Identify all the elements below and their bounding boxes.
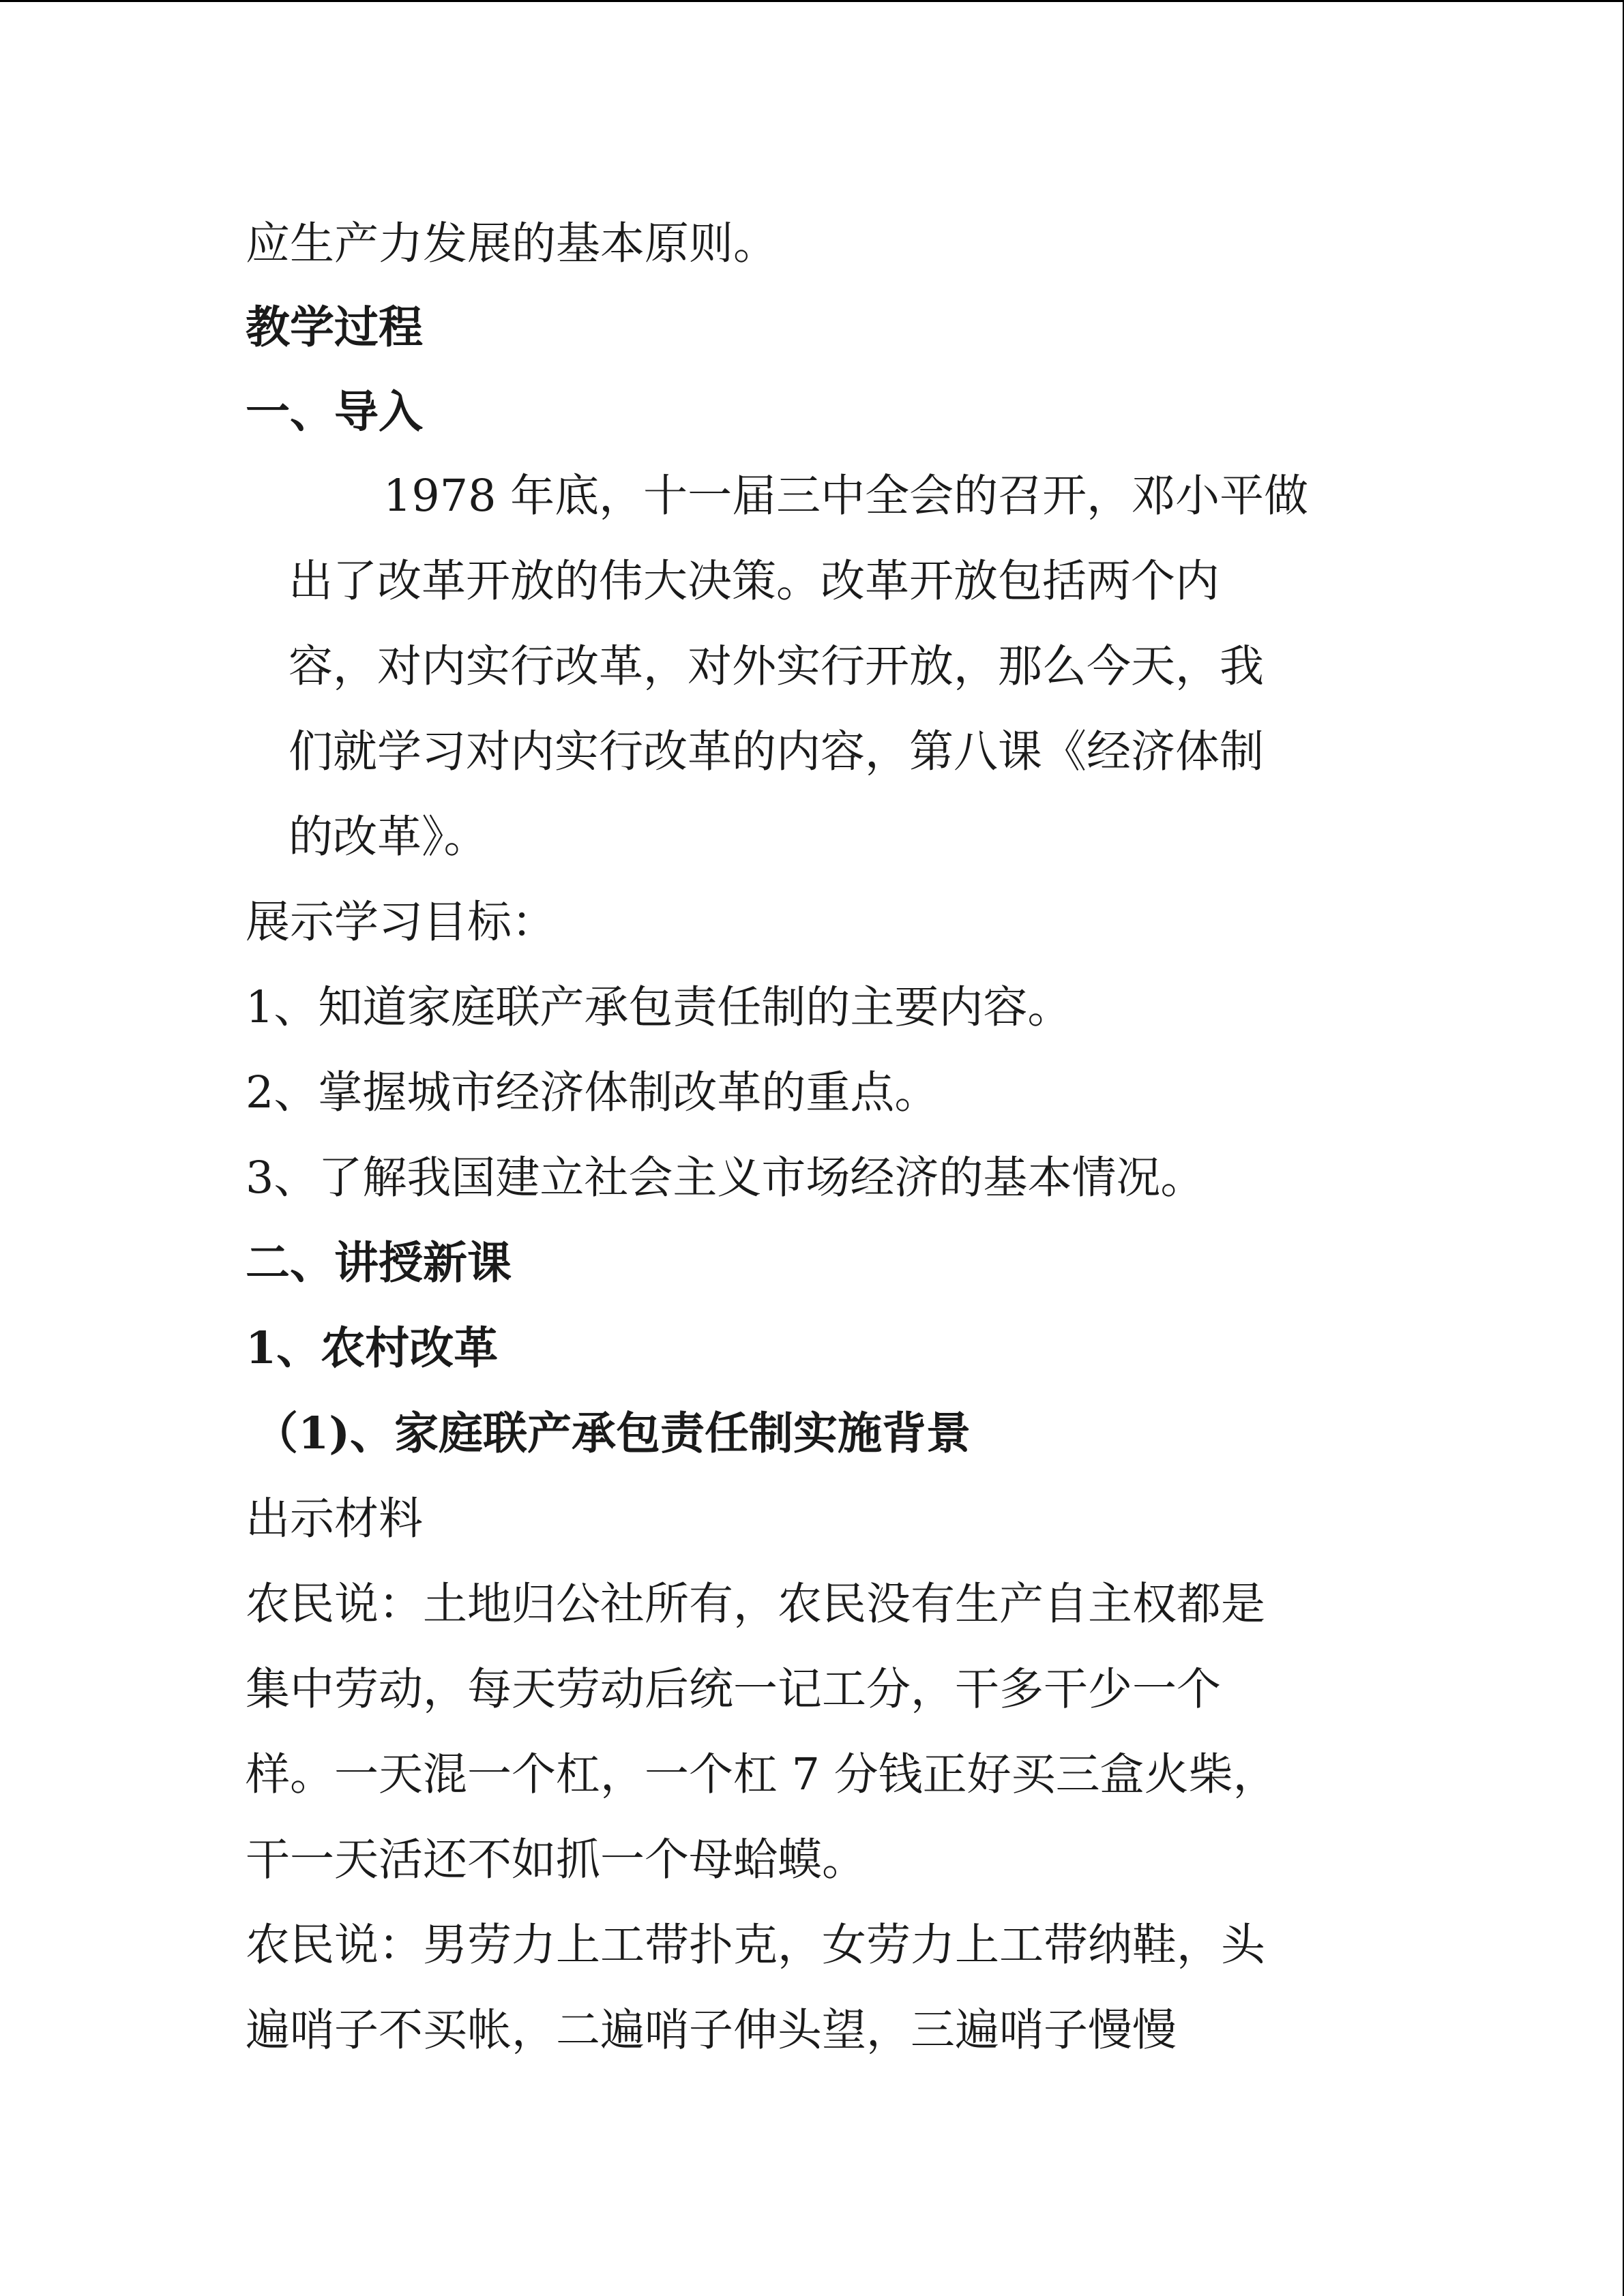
paragraph-continuation: 应生产力发展的基本原则。 <box>246 218 778 269</box>
material-paragraph-1-line-2: 集中劳动，每天劳动后统一记工分，干多干少一个 <box>246 1664 1222 1715</box>
heading-new-lesson: 二、讲授新课 <box>246 1237 512 1289</box>
heading-household-responsibility-background: （1)、家庭联产承包责任制实施背景 <box>254 1407 971 1459</box>
intro-paragraph-line-3: 容，对内实行改革，对外实行开放，那么今天，我 <box>289 641 1265 692</box>
intro-paragraph-line-4: 们就学习对内实行改革的内容，第八课《经济体制 <box>289 726 1265 777</box>
material-paragraph-2-line-1: 农民说：男劳力上工带扑克，女劳力上工带纳鞋，头 <box>246 1920 1266 1971</box>
learning-goal-item-2: 2、掌握城市经济体制改革的重点。 <box>246 1067 939 1118</box>
top-border-rule <box>0 0 1624 2</box>
intro-paragraph-line-1: 1978 年底，十一届三中全会的召开，邓小平做 <box>383 471 1309 522</box>
intro-paragraph-line-5: 的改革》。 <box>289 811 488 863</box>
heading-introduction: 一、导入 <box>246 386 424 438</box>
material-paragraph-1-line-4: 干一天活还不如抓一个母蛤蟆。 <box>246 1834 867 1885</box>
material-paragraph-2-line-2: 遍哨子不买帐，二遍哨子伸头望，三遍哨子慢慢 <box>246 2005 1177 2056</box>
learning-goal-item-1: 1、知道家庭联产承包责任制的主要内容。 <box>246 982 1072 1033</box>
section-heading-teaching-process: 教学过程 <box>246 301 424 353</box>
learning-goal-item-3: 3、了解我国建立社会主义市场经济的基本情况。 <box>246 1152 1205 1204</box>
material-paragraph-1-line-1: 农民说：土地归公社所有，农民没有生产自主权都是 <box>246 1579 1266 1630</box>
intro-paragraph-line-2: 出了改革开放的伟大决策。改革开放包括两个内 <box>289 556 1220 607</box>
heading-rural-reform: 1、农村改革 <box>246 1322 499 1374</box>
material-paragraph-1-line-3: 样。一天混一个杠，一个杠 7 分钱正好买三盒火柴， <box>246 1749 1278 1800</box>
learning-goals-label: 展示学习目标： <box>246 897 557 948</box>
material-label: 出示材料 <box>246 1493 424 1545</box>
